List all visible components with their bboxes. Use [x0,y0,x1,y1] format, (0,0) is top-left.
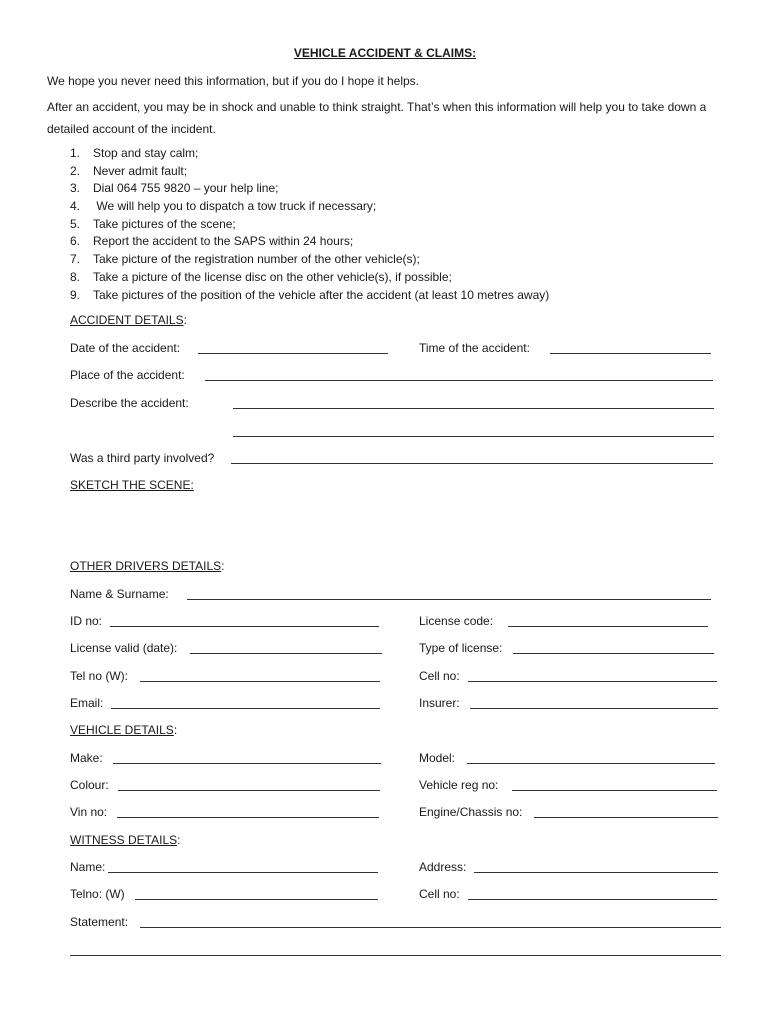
witness-address-label: Address: [419,860,467,874]
vehicle-reg-field[interactable] [512,790,717,791]
witness-cell-field[interactable] [468,899,717,900]
license-valid-label: License valid (date): [70,641,178,655]
email-field[interactable] [111,708,380,709]
list-item: 2. Never admit fault; [70,163,188,178]
statement-label: Statement: [70,915,129,929]
list-item: 5. Take pictures of the scene; [70,216,236,231]
list-item: 3. Dial 064 755 9820 – your help line; [70,181,279,196]
list-item: 7. Take picture of the registration number of the other vehicle(s); [70,252,420,267]
model-field[interactable] [467,763,715,764]
witness-name-label: Name: [70,860,106,874]
statement-field[interactable] [140,927,721,928]
colour-field[interactable] [118,790,380,791]
make-label: Make: [70,751,103,765]
witness-tel-label: Telno: (W) [70,887,125,901]
describe-field-line-2[interactable] [233,436,714,437]
describe-label: Describe the accident: [70,396,189,410]
tel-field[interactable] [140,681,380,682]
list-item: 1. Stop and stay calm; [70,146,199,160]
witness-details-heading: WITNESS DETAILS: [70,833,181,847]
describe-field[interactable] [233,408,714,409]
place-field[interactable] [205,380,713,381]
list-item: 8. Take a picture of the license disc on the other vehicle(s), if possible; [70,269,452,284]
vin-field[interactable] [117,817,379,818]
model-label: Model: [419,751,456,765]
other-drivers-heading: OTHER DRIVERS DETAILS: [70,559,225,573]
steps-list [70,145,549,304]
list-item: 9. Take pictures of the position of the vehicle after the accident (at least 10 metres away) [70,287,550,302]
document-title: VEHICLE ACCIDENT & CLAIMS: [293,46,477,60]
tel-label: Tel no (W): [70,669,129,683]
vehicle-details-heading: VEHICLE DETAILS: [70,723,178,737]
sketch-heading: SKETCH THE SCENE: [70,478,194,492]
third-party-field[interactable] [231,463,713,464]
date-field[interactable] [198,353,388,354]
witness-address-field[interactable] [474,872,718,873]
insurer-label: Insurer: [419,696,460,710]
cell-field[interactable] [468,681,717,682]
name-surname-field[interactable] [187,599,711,600]
time-label: Time of the accident: [419,341,530,355]
name-surname-label: Name & Surname: [70,587,169,601]
list-item: 4. We will help you to dispatch a tow truck if necessary; [70,199,377,214]
insurer-field[interactable] [470,708,718,709]
vin-label: Vin no: [70,805,108,819]
license-type-label: Type of license: [419,641,503,655]
license-code-field[interactable] [508,626,708,627]
license-valid-field[interactable] [190,653,382,654]
third-party-label: Was a third party involved? [70,451,215,465]
statement-field-line-2[interactable] [70,955,721,956]
time-field[interactable] [550,353,711,354]
place-label: Place of the accident: [70,368,185,382]
license-code-label: License code: [419,614,494,628]
witness-tel-field[interactable] [135,899,378,900]
witness-name-field[interactable] [108,872,378,873]
cell-label: Cell no: [419,669,460,683]
id-field[interactable] [110,626,379,627]
engine-chassis-field[interactable] [534,817,718,818]
vehicle-reg-label: Vehicle reg no: [419,778,499,792]
witness-cell-label: Cell no: [419,887,460,901]
engine-chassis-label: Engine/Chassis no: [419,805,523,819]
make-field[interactable] [113,763,381,764]
list-item: 6. Report the accident to the SAPS within 24 hours; [70,234,354,249]
colour-label: Colour: [70,778,109,792]
id-label: ID no: [70,614,103,628]
email-label: Email: [70,696,104,710]
date-label: Date of the accident: [70,341,181,355]
license-type-field[interactable] [513,653,714,654]
intro-text: We hope you never need this information, but if you do I hope it helps. [47,74,420,88]
accident-details-heading: ACCIDENT DETAILS: [70,313,187,327]
intro-text-2: After an accident, you may be in shock and unable to think straight. That’s when this information will help you to take down a detailed account of the incident. [47,100,707,136]
